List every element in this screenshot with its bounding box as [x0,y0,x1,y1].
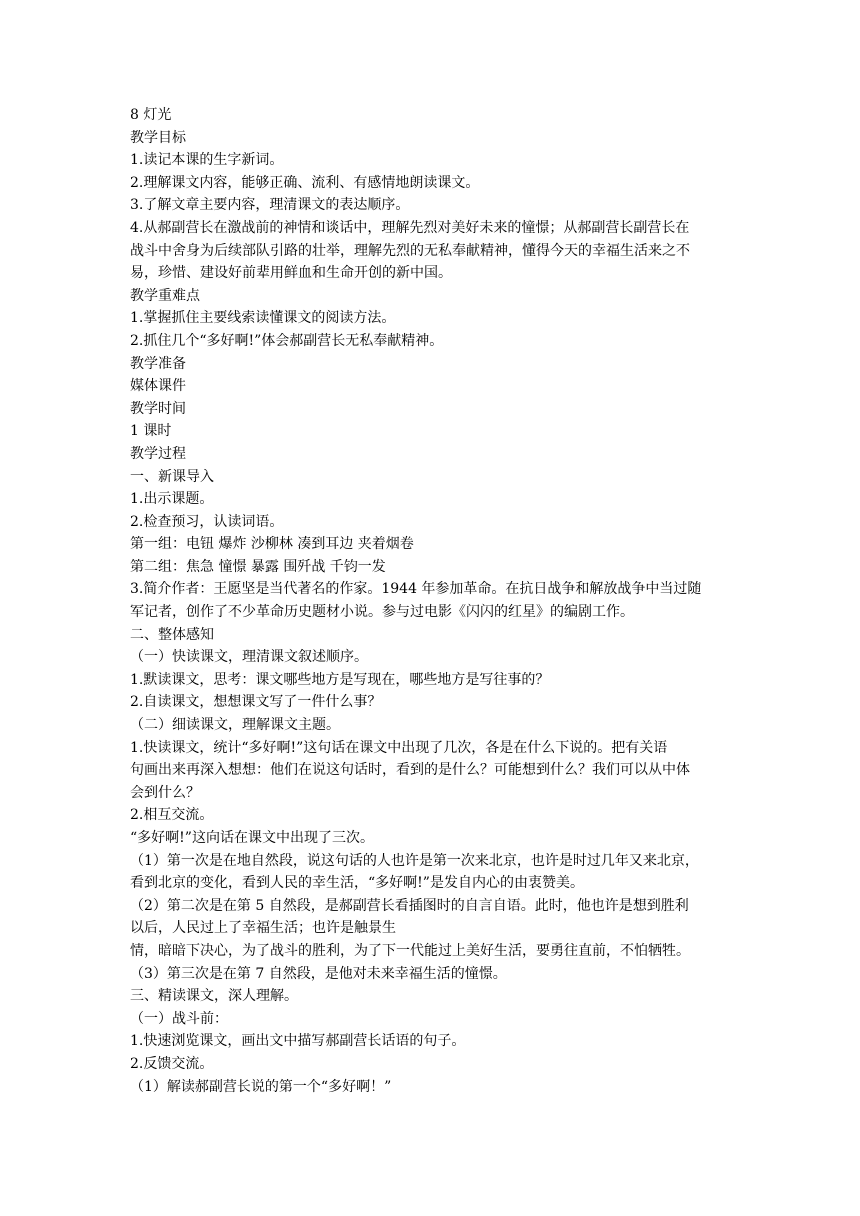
text-line: 1.快读课文，统计“多好啊!”这句话在课文中出现了几次，各是在什么下说的。把有关语 [130,739,668,756]
section-heading: 二、整体感知 [130,626,214,643]
text-line: （1）解读郝副营长说的第一个“多好啊！” [130,1078,392,1095]
text-line: 媒体课件 [130,378,186,395]
text-line: 1.掌握抓住主要线索读懂课文的阅读方法。 [130,310,396,327]
text-line: 情，暗暗下决心，为了战斗的胜利，为了下一代能过上美好生活，要勇往直前，不怕牺牲。 [130,942,690,959]
section-heading: 一、新课导入 [130,468,214,485]
text-line: 句画出来再深入想想：他们在说这句话时，看到的是什么？可能想到什么？我们可以从中体 [130,762,690,779]
text-line: （一）战斗前： [130,1010,228,1027]
text-line: （1）第一次是在地自然段，说这句话的人也许是第一次来北京，也许是时过几年又来北京， [130,852,699,869]
text-line: 4.从郝副营长在激战前的神情和谈话中，理解先烈对美好未来的憧憬；从郝副营长副营长在 [130,219,690,236]
section-heading: 教学目标 [130,129,186,146]
text-line: 会到什么？ [130,784,200,801]
section-heading: 教学准备 [130,355,186,372]
document-body [130,104,730,1098]
text-line: 2.抓住几个“多好啊!”体会郝副营长无私奉献精神。 [130,332,444,349]
text-line: 易，珍惜、建设好前辈用鲜血和生命开创的新中国。 [130,265,452,282]
text-line: 2.理解课文内容，能够正确、流利、有感情地朗读课文。 [130,174,480,191]
text-line: 3.了解文章主要内容，理清课文的表达顺序。 [130,197,410,214]
text-line: 2.相互交流。 [130,807,214,824]
text-line: 2.反馈交流。 [130,1055,214,1072]
section-heading: 教学过程 [130,445,186,462]
text-line: “多好啊!”这向话在课文中出现了三次。 [130,830,374,846]
text-line: （一）快读课文，理清课文叙述顺序。 [130,649,368,666]
text-line: 第二组：焦急 憧憬 暴露 围歼战 千钧一发 [130,558,386,575]
section-heading: 三、精读课文，深人理解。 [130,988,298,1005]
text-line: 战斗中舍身为后续部队引路的壮举，理解先烈的无私奉献精神，懂得今天的幸福生活来之不 [130,242,690,259]
text-line: （3）第三次是在第 7 自然段，是他对未来幸福生活的憧憬。 [130,965,507,982]
lesson-title: 8 灯光 [130,107,172,123]
text-line: 1.出示课题。 [130,491,214,508]
text-line: （二）细读课文，理解课文主题。 [130,717,340,734]
text-line: 2.自读课文，想想课文写了一件什么事？ [130,694,382,711]
text-line: 军记者，创作了不少革命历史题材小说。参与过电影《闪闪的红星》的编剧工作。 [130,604,634,621]
text-line: 1.快速浏览课文，画出文中描写郝副营长话语的句子。 [130,1033,466,1050]
text-line: 1.默读课文，思考：课文哪些地方是写现在，哪些地方是写往事的？ [130,671,550,688]
text-line: 看到北京的变化，看到人民的幸生活，“多好啊!”是发自内心的由衷赞美。 [130,875,584,892]
text-line: 第一组：电钮 爆炸 沙柳林 凑到耳边 夹着烟卷 [130,536,414,553]
text-line: 3.简介作者：王愿坚是当代著名的作家。1944 年参加革命。在抗日战争和解放战争中当过随 [130,581,702,598]
text-line: 2.检查预习，认读词语。 [130,513,284,530]
text-line: 1.读记本课的生字新词。 [130,152,284,169]
section-heading: 教学重难点 [130,287,200,304]
text-line: 1 课时 [130,423,172,440]
text-line: 以后，人民过上了幸福生活；也许是触景生 [130,920,396,937]
section-heading: 教学时间 [130,400,186,417]
text-line: （2）第二次是在第 5 自然段，是郝副营长看插图时的自言自语。此时，他也许是想到胜利 [130,897,689,914]
